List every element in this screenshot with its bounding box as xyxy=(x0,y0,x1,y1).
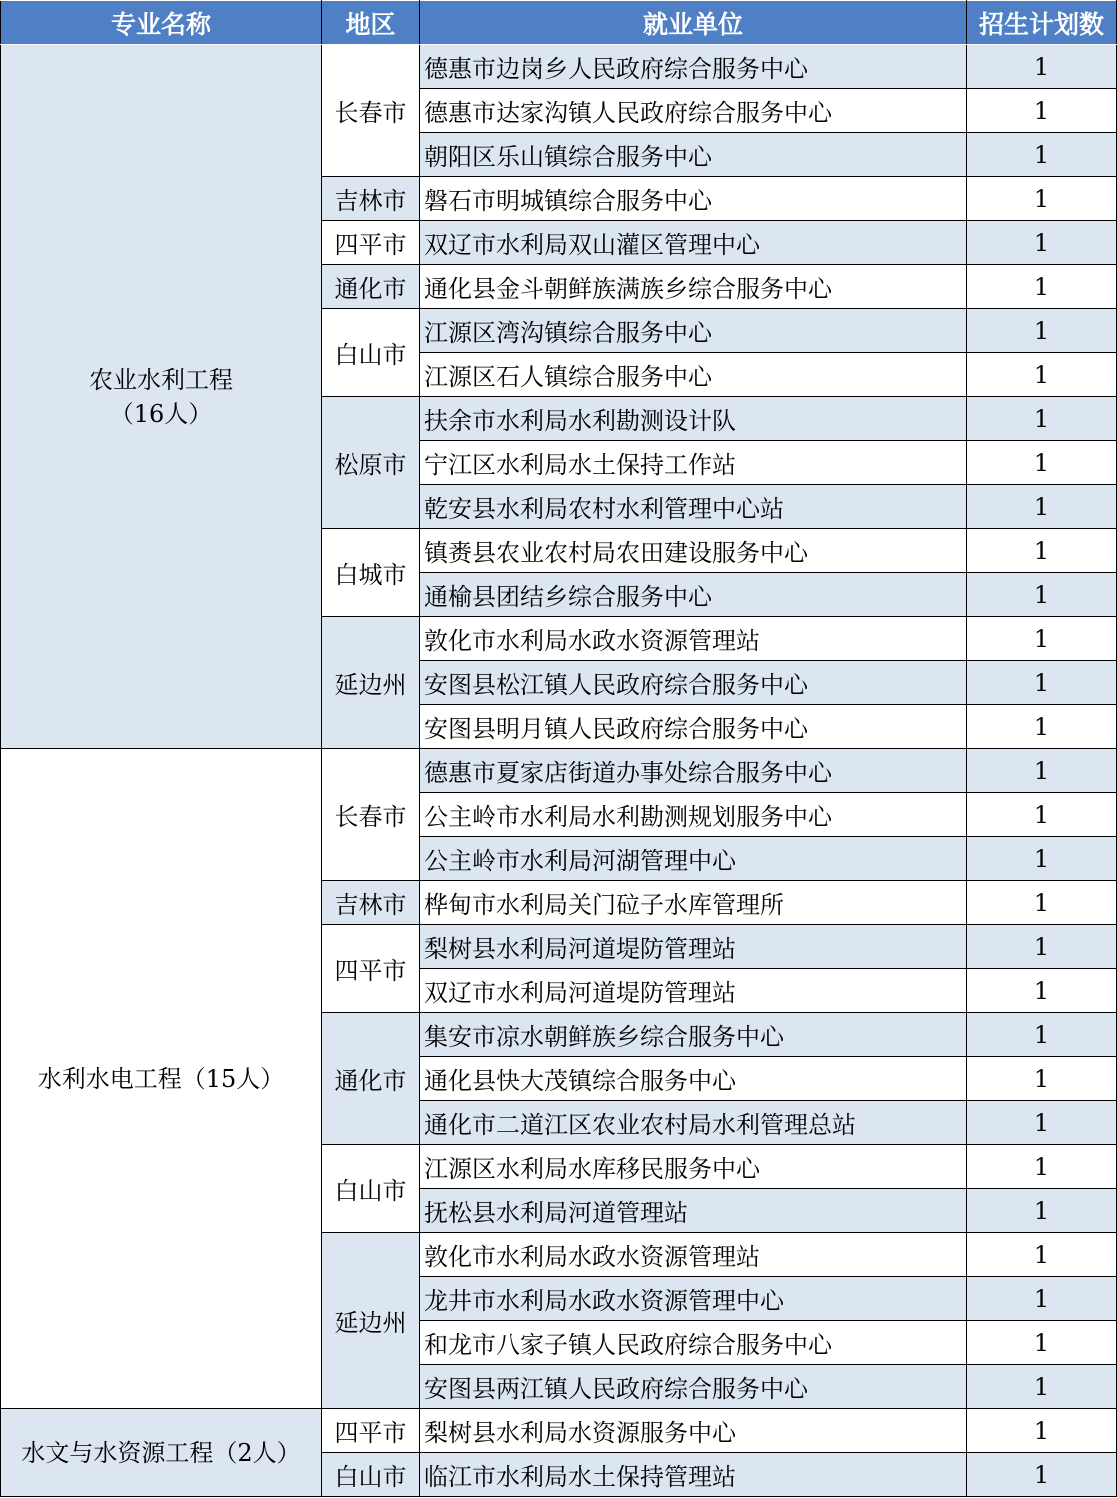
unit-cell: 通化市二道江区农业农村局水利管理总站 xyxy=(420,1101,967,1145)
header-region: 地区 xyxy=(322,1,420,45)
region-cell: 延边州 xyxy=(322,1233,420,1409)
unit-cell: 抚松县水利局河道管理站 xyxy=(420,1189,967,1233)
plan-count-cell: 1 xyxy=(967,925,1117,969)
plan-count-cell: 1 xyxy=(967,1277,1117,1321)
region-cell: 白山市 xyxy=(322,309,420,397)
plan-count-cell: 1 xyxy=(967,793,1117,837)
unit-cell: 江源区石人镇综合服务中心 xyxy=(420,353,967,397)
unit-cell: 朝阳区乐山镇综合服务中心 xyxy=(420,133,967,177)
region-cell: 通化市 xyxy=(322,1013,420,1145)
plan-count-cell: 1 xyxy=(967,1057,1117,1101)
plan-count-cell: 1 xyxy=(967,1365,1117,1409)
plan-count-cell: 1 xyxy=(967,1233,1117,1277)
unit-cell: 江源区水利局水库移民服务中心 xyxy=(420,1145,967,1189)
major-name: 水利水电工程（15人） xyxy=(37,1064,285,1093)
major-cell xyxy=(1,749,322,1409)
unit-cell: 双辽市水利局河道堤防管理站 xyxy=(420,969,967,1013)
region-cell: 四平市 xyxy=(322,1409,420,1453)
region-cell: 白山市 xyxy=(322,1453,420,1497)
unit-cell: 梨树县水利局水资源服务中心 xyxy=(420,1409,967,1453)
plan-count-cell: 1 xyxy=(967,89,1117,133)
unit-cell: 公主岭市水利局水利勘测规划服务中心 xyxy=(420,793,967,837)
unit-cell: 敦化市水利局水政水资源管理站 xyxy=(420,617,967,661)
plan-count-cell: 1 xyxy=(967,573,1117,617)
table-row xyxy=(1,749,1117,793)
unit-cell: 安图县松江镇人民政府综合服务中心 xyxy=(420,661,967,705)
plan-count-cell: 1 xyxy=(967,265,1117,309)
plan-count-cell: 1 xyxy=(967,221,1117,265)
region-cell: 四平市 xyxy=(322,221,420,265)
unit-cell: 和龙市八家子镇人民政府综合服务中心 xyxy=(420,1321,967,1365)
region-cell: 白山市 xyxy=(322,1145,420,1233)
unit-cell: 乾安县水利局农村水利管理中心站 xyxy=(420,485,967,529)
unit-cell: 磐石市明城镇综合服务中心 xyxy=(420,177,967,221)
unit-cell: 双辽市水利局双山灌区管理中心 xyxy=(420,221,967,265)
plan-count-cell: 1 xyxy=(967,1101,1117,1145)
unit-cell: 德惠市夏家店街道办事处综合服务中心 xyxy=(420,749,967,793)
plan-count-cell: 1 xyxy=(967,1321,1117,1365)
plan-count-cell: 1 xyxy=(967,617,1117,661)
unit-cell: 宁江区水利局水土保持工作站 xyxy=(420,441,967,485)
unit-cell: 梨树县水利局河道堤防管理站 xyxy=(420,925,967,969)
plan-count-cell: 1 xyxy=(967,749,1117,793)
header-row xyxy=(1,1,1117,45)
plan-count-cell: 1 xyxy=(967,1453,1117,1497)
unit-cell: 扶余市水利局水利勘测设计队 xyxy=(420,397,967,441)
plan-count-cell: 1 xyxy=(967,1189,1117,1233)
unit-cell: 通化县金斗朝鲜族满族乡综合服务中心 xyxy=(420,265,967,309)
header-unit: 就业单位 xyxy=(420,1,967,45)
region-cell: 长春市 xyxy=(322,749,420,881)
plan-count-cell: 1 xyxy=(967,881,1117,925)
unit-cell: 通化县快大茂镇综合服务中心 xyxy=(420,1057,967,1101)
region-cell: 吉林市 xyxy=(322,881,420,925)
plan-count-cell: 1 xyxy=(967,1013,1117,1057)
table-body xyxy=(1,45,1117,1497)
region-cell: 延边州 xyxy=(322,617,420,749)
plan-count-cell: 1 xyxy=(967,309,1117,353)
unit-cell: 通榆县团结乡综合服务中心 xyxy=(420,573,967,617)
region-cell: 四平市 xyxy=(322,925,420,1013)
plan-count-cell: 1 xyxy=(967,177,1117,221)
unit-cell: 镇赉县农业农村局农田建设服务中心 xyxy=(420,529,967,573)
unit-cell: 安图县明月镇人民政府综合服务中心 xyxy=(420,705,967,749)
major-headcount: （16人） xyxy=(109,399,213,428)
region-cell: 吉林市 xyxy=(322,177,420,221)
header-major: 专业名称 xyxy=(1,1,322,45)
plan-count-cell: 1 xyxy=(967,353,1117,397)
plan-count-cell: 1 xyxy=(967,969,1117,1013)
plan-count-cell: 1 xyxy=(967,837,1117,881)
plan-count-cell: 1 xyxy=(967,397,1117,441)
major-cell xyxy=(1,45,322,749)
plan-count-cell: 1 xyxy=(967,485,1117,529)
unit-cell: 龙井市水利局水政水资源管理中心 xyxy=(420,1277,967,1321)
unit-cell: 德惠市边岗乡人民政府综合服务中心 xyxy=(420,45,967,89)
plan-count-cell: 1 xyxy=(967,661,1117,705)
major-name: 水文与水资源工程（2人） xyxy=(21,1438,301,1467)
major-cell xyxy=(1,1409,322,1497)
unit-cell: 公主岭市水利局河湖管理中心 xyxy=(420,837,967,881)
unit-cell: 安图县两江镇人民政府综合服务中心 xyxy=(420,1365,967,1409)
header-plan: 招生计划数 xyxy=(967,1,1117,45)
unit-cell: 桦甸市水利局关门砬子水库管理所 xyxy=(420,881,967,925)
plan-count-cell: 1 xyxy=(967,45,1117,89)
table-row xyxy=(1,45,1117,89)
plan-count-cell: 1 xyxy=(967,705,1117,749)
plan-count-cell: 1 xyxy=(967,1145,1117,1189)
region-cell: 松原市 xyxy=(322,397,420,529)
unit-cell: 临江市水利局水土保持管理站 xyxy=(420,1453,967,1497)
major-name: 农业水利工程 xyxy=(89,365,233,394)
region-cell: 白城市 xyxy=(322,529,420,617)
unit-cell: 集安市凉水朝鲜族乡综合服务中心 xyxy=(420,1013,967,1057)
unit-cell: 敦化市水利局水政水资源管理站 xyxy=(420,1233,967,1277)
plan-count-cell: 1 xyxy=(967,441,1117,485)
plan-count-cell: 1 xyxy=(967,1409,1117,1453)
region-cell: 长春市 xyxy=(322,45,420,177)
plan-count-cell: 1 xyxy=(967,529,1117,573)
plan-count-cell: 1 xyxy=(967,133,1117,177)
unit-cell: 德惠市达家沟镇人民政府综合服务中心 xyxy=(420,89,967,133)
region-cell: 通化市 xyxy=(322,265,420,309)
table-row xyxy=(1,1409,1117,1453)
unit-cell: 江源区湾沟镇综合服务中心 xyxy=(420,309,967,353)
